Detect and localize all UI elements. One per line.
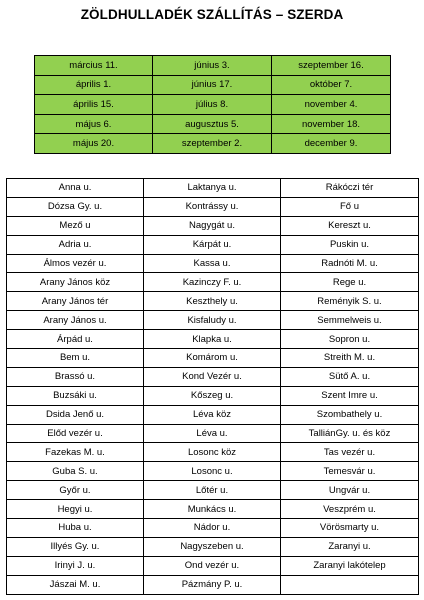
- street-name-cell: Arany János köz: [7, 273, 144, 292]
- street-name-cell: Keszthely u.: [144, 292, 281, 311]
- schedule-date-cell: augusztus 5.: [153, 114, 272, 134]
- street-row: [7, 386, 419, 405]
- street-name-cell: Losonc u.: [144, 462, 281, 481]
- street-name-cell: Huba u.: [7, 519, 144, 538]
- street-row: [7, 197, 419, 216]
- street-row: [7, 443, 419, 462]
- street-name-cell: Bem u.: [7, 349, 144, 368]
- schedule-row: [35, 95, 391, 115]
- street-name-cell: Klapka u.: [144, 330, 281, 349]
- street-name-cell: Tas vezér u.: [281, 443, 419, 462]
- street-name-cell: Árpád u.: [7, 330, 144, 349]
- schedule-date-cell: június 17.: [153, 75, 272, 95]
- street-name-cell: Kassa u.: [144, 254, 281, 273]
- schedule-row: [35, 134, 391, 154]
- schedule-date-cell: szeptember 16.: [272, 56, 391, 76]
- street-name-cell: Veszprém u.: [281, 500, 419, 519]
- street-name-cell: Buzsáki u.: [7, 386, 144, 405]
- street-name-cell: Nagyszeben u.: [144, 537, 281, 556]
- street-name-cell: Lőtér u.: [144, 481, 281, 500]
- street-name-cell: Kontrássy u.: [144, 197, 281, 216]
- street-name-cell: Nagygát u.: [144, 216, 281, 235]
- schedule-row: [35, 56, 391, 76]
- street-name-cell: Puskin u.: [281, 235, 419, 254]
- schedule-row: [35, 114, 391, 134]
- street-row: [7, 292, 419, 311]
- street-name-cell: Zaranyi u.: [281, 537, 419, 556]
- street-name-cell: Kárpát u.: [144, 235, 281, 254]
- street-name-cell: Dózsa Gy. u.: [7, 197, 144, 216]
- street-row: [7, 537, 419, 556]
- street-name-cell: Szent Imre u.: [281, 386, 419, 405]
- schedule-date-cell: november 4.: [272, 95, 391, 115]
- street-name-cell: Komárom u.: [144, 349, 281, 368]
- street-row: [7, 273, 419, 292]
- street-name-cell: Sütő A. u.: [281, 367, 419, 386]
- street-name-cell: Kereszt u.: [281, 216, 419, 235]
- street-name-cell: Ond vezér u.: [144, 556, 281, 575]
- street-row: [7, 367, 419, 386]
- street-row: [7, 575, 419, 594]
- street-name-cell: Álmos vezér u.: [7, 254, 144, 273]
- street-name-cell: Szombathely u.: [281, 405, 419, 424]
- schedule-date-cell: június 3.: [153, 56, 272, 76]
- street-row: [7, 235, 419, 254]
- street-name-cell: Előd vezér u.: [7, 424, 144, 443]
- schedule-date-cell: április 15.: [35, 95, 153, 115]
- street-name-cell: Sopron u.: [281, 330, 419, 349]
- schedule-date-cell: március 11.: [35, 56, 153, 76]
- street-row: [7, 462, 419, 481]
- schedule-date-cell: május 6.: [35, 114, 153, 134]
- street-name-cell: Léva u.: [144, 424, 281, 443]
- street-name-cell: Arany János tér: [7, 292, 144, 311]
- schedule-date-cell: szeptember 2.: [153, 134, 272, 154]
- street-row: [7, 311, 419, 330]
- street-name-cell: Losonc köz: [144, 443, 281, 462]
- street-name-cell: Fazekas M. u.: [7, 443, 144, 462]
- street-row: [7, 216, 419, 235]
- street-name-cell: Semmelweis u.: [281, 311, 419, 330]
- schedule-date-cell: május 20.: [35, 134, 153, 154]
- schedule-table: [34, 55, 391, 154]
- street-name-cell: Kisfaludy u.: [144, 311, 281, 330]
- street-name-cell: [281, 575, 419, 594]
- street-name-cell: Laktanya u.: [144, 179, 281, 198]
- street-name-cell: Nádor u.: [144, 519, 281, 538]
- street-name-cell: Vörösmarty u.: [281, 519, 419, 538]
- street-name-cell: Győr u.: [7, 481, 144, 500]
- street-row: [7, 254, 419, 273]
- street-name-cell: Irinyi J. u.: [7, 556, 144, 575]
- street-row: [7, 556, 419, 575]
- street-name-cell: Arany János u.: [7, 311, 144, 330]
- street-row: [7, 519, 419, 538]
- street-row: [7, 405, 419, 424]
- schedule-row: [35, 75, 391, 95]
- street-row: [7, 481, 419, 500]
- street-name-cell: Zaranyi lakótelep: [281, 556, 419, 575]
- street-name-cell: Ungvár u.: [281, 481, 419, 500]
- street-name-cell: Adria u.: [7, 235, 144, 254]
- schedule-date-cell: április 1.: [35, 75, 153, 95]
- street-name-cell: Brassó u.: [7, 367, 144, 386]
- street-name-cell: Hegyi u.: [7, 500, 144, 519]
- street-name-cell: Mező u: [7, 216, 144, 235]
- street-name-cell: Guba S. u.: [7, 462, 144, 481]
- street-name-cell: Rege u.: [281, 273, 419, 292]
- schedule-date-cell: július 8.: [153, 95, 272, 115]
- street-row: [7, 424, 419, 443]
- street-name-cell: Anna u.: [7, 179, 144, 198]
- street-name-cell: Pázmány P. u.: [144, 575, 281, 594]
- schedule-date-cell: november 18.: [272, 114, 391, 134]
- street-row: [7, 349, 419, 368]
- street-row: [7, 500, 419, 519]
- street-name-cell: TalliánGy. u. és köz: [281, 424, 419, 443]
- street-name-cell: Léva köz: [144, 405, 281, 424]
- street-name-cell: Streith M. u.: [281, 349, 419, 368]
- street-name-cell: Rákóczi tér: [281, 179, 419, 198]
- street-row: [7, 330, 419, 349]
- street-name-cell: Dsida Jenő u.: [7, 405, 144, 424]
- street-name-cell: Fő u: [281, 197, 419, 216]
- street-name-cell: Temesvár u.: [281, 462, 419, 481]
- street-name-cell: Illyés Gy. u.: [7, 537, 144, 556]
- street-name-cell: Kazinczy F. u.: [144, 273, 281, 292]
- street-name-cell: Radnóti M. u.: [281, 254, 419, 273]
- street-name-cell: Jászai M. u.: [7, 575, 144, 594]
- streets-table: [6, 178, 419, 595]
- street-name-cell: Kőszeg u.: [144, 386, 281, 405]
- street-name-cell: Munkács u.: [144, 500, 281, 519]
- schedule-date-cell: október 7.: [272, 75, 391, 95]
- street-row: [7, 179, 419, 198]
- page-title: ZÖLDHULLADÉK SZÁLLÍTÁS – SZERDA: [80, 7, 344, 22]
- street-name-cell: Kond Vezér u.: [144, 367, 281, 386]
- schedule-date-cell: december 9.: [272, 134, 391, 154]
- street-name-cell: Reményik S. u.: [281, 292, 419, 311]
